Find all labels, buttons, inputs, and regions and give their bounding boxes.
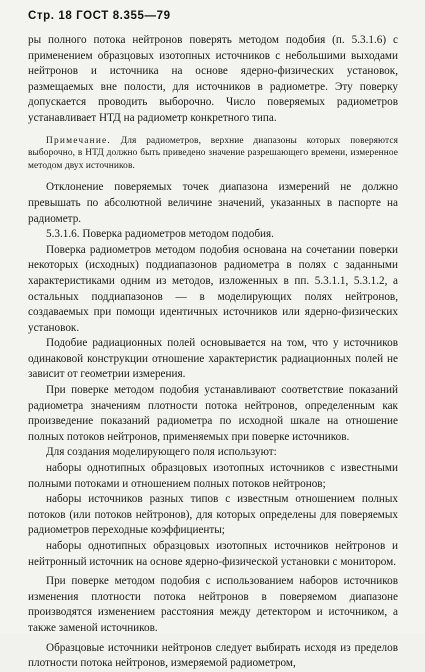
paragraph-1: ры полного потока нейтронов поверять методом подобия (п. 5.3.1.6) с применением образцовых изотопных источников с небольшими выходами нейтронов и источника на основе ядерно-физических установок, размещаемых вне полости, для источников в радиометре. Эту поверку допускается проводить выборочно. Число поверяемых радиометров устанавливает НТД на радиометр конкретного типа. <box>28 34 398 124</box>
paragraph-5: При поверке методом подобия устанавливают соответствие показаний радиометра значениям плотности потока нейтронов, определенным как произведение показаний радиометра по исходной шкале на отношение полных потоков нейтронов, применяемых при поверке источников. <box>28 384 398 443</box>
paragraph-6: Для создания моделирующего поля используют: <box>46 446 277 459</box>
note-label: Примечание. <box>46 135 111 146</box>
paragraph-4: Подобие радиационных полей основывается на том, что у источников одинаковой конструкции отношение характеристик радиационных полей не зависит от геометрии измерения. <box>28 337 398 381</box>
page-header: Стр. 18 ГОСТ 8.355—79 <box>28 10 171 22</box>
paragraph-3: Поверка радиометров методом подобия основана на сочетании поверки некоторых (исходных) поддиапазонов радиометра в полях с заданными характеристиками одним из методов, изложенных в пп. 5.3.1.1, 5.3.1.2, а остальных поддиапазонов — в моделирующих полях нейтронов, создаваемых при помощи идентичных источников или ядерно-физических установок. <box>28 243 398 334</box>
note-block <box>28 135 398 173</box>
paragraph-8: Образцовые источники нейтронов следует выбирать исходя из пределов плотности потока нейтронов, измеряемой радиометром, <box>28 641 398 670</box>
section-heading-5-3-1-6: 5.3.1.6. Поверка радиометров методом подобия. <box>46 228 274 241</box>
list-item-1: наборы однотипных образцовых изотопных источников с известными полными потоками и отношением полных потоков нейтронов; <box>28 462 398 490</box>
note-text: Для радиометров, верхние диапазоны которых поверяются выборочно, в НТД должно быть приведено значение разрешающего времени, измеренное методом двух источников. <box>28 135 398 171</box>
paragraph-2: Отклонение поверяемых точек диапазона измерений не должно превышать по абсолютной величине значений, указанных в паспорте на радиометр. <box>28 181 398 225</box>
list-item-3: наборы однотипных образцовых изотопных источников нейтронов и нейтронный источник на основе ядерно-физической установки с монитором. <box>28 540 398 568</box>
paragraph-7: При поверке методом подобия с использованием наборов источников изменения плотности потока нейтронов в поверяемом диапазоне производятся изменением расстояния между детектором и источником, а также заменой источников. <box>28 575 398 634</box>
list-item-2: наборы источников разных типов с известным отношением полных потоков (или потоков нейтронов), для которых определены для поверяемых радиометров переходные коэффициенты; <box>28 493 398 537</box>
page-body <box>28 33 398 672</box>
